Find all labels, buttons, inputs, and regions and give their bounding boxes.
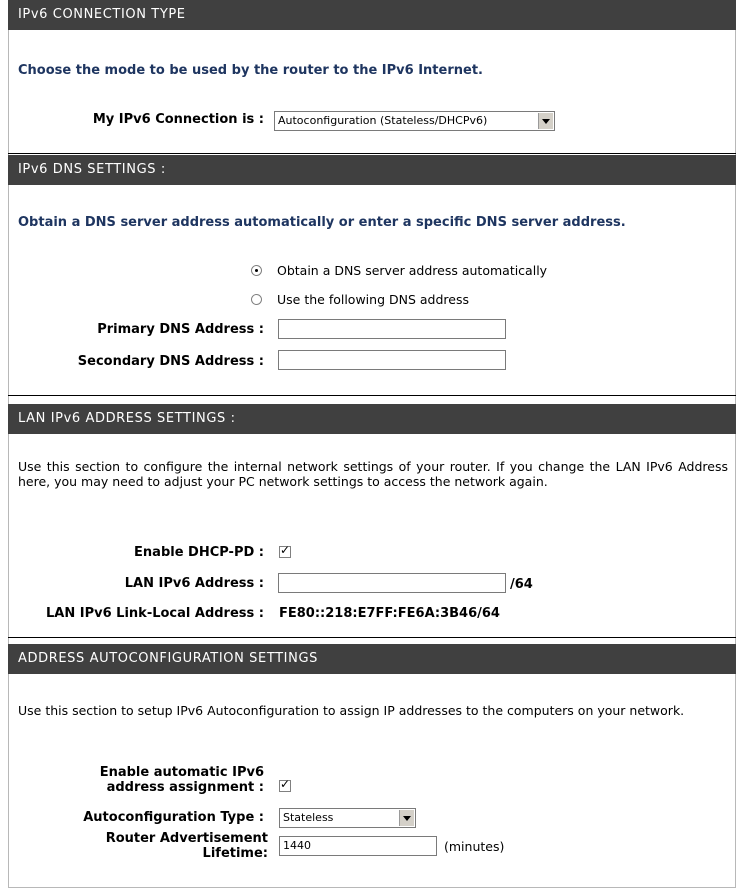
radio-dns-auto[interactable]	[251, 265, 262, 276]
link-local-value: FE80::218:E7FF:FE6A:3B46/64	[279, 606, 500, 621]
dhcp-pd-checkbox[interactable]	[279, 546, 291, 558]
section-header-connection-type: IPv6 CONNECTION TYPE	[8, 0, 736, 30]
dhcp-pd-label: Enable DHCP-PD :	[134, 545, 264, 560]
connection-type-intro: Choose the mode to be used by the router to the IPv6 Internet.	[18, 63, 483, 78]
connection-type-select[interactable]	[274, 111, 555, 131]
chevron-down-icon[interactable]	[399, 810, 414, 826]
divider	[8, 637, 736, 638]
divider	[8, 395, 736, 396]
autoconf-type-label: Autoconfiguration Type :	[83, 810, 264, 825]
ra-lifetime-label-line2: Lifetime:	[202, 846, 268, 861]
enable-autoassign-checkbox[interactable]	[279, 780, 291, 792]
dns-intro: Obtain a DNS server address automatically or enter a specific DNS server address.	[18, 215, 626, 230]
secondary-dns-input[interactable]	[278, 350, 506, 370]
lan-ipv6-address-input[interactable]	[278, 573, 506, 593]
connection-type-label: My IPv6 Connection is :	[92, 112, 264, 127]
autoconf-intro: Use this section to setup IPv6 Autoconfiguration to assign IP addresses to the computers on your network.	[18, 703, 685, 718]
lan-ipv6-prefix: /64	[510, 577, 533, 592]
enable-autoassign-label-line1: Enable automatic IPv6	[99, 765, 264, 780]
primary-dns-label: Primary DNS Address :	[97, 322, 264, 337]
radio-dns-manual[interactable]	[251, 294, 262, 305]
lan-intro: Use this section to configure the internal network settings of your router. If you change the LAN IPv6 Address here, you may need to adjust your PC network settings to access the network again.	[18, 459, 728, 489]
ra-lifetime-input[interactable]: 1440	[279, 836, 437, 856]
divider	[8, 153, 736, 154]
connection-type-value: Autoconfiguration (Stateless/DHCPv6)	[278, 114, 488, 127]
autoconf-type-value: Stateless	[283, 811, 334, 824]
secondary-dns-label: Secondary DNS Address :	[77, 354, 264, 369]
settings-panel	[8, 0, 736, 888]
section-header-autoconf: ADDRESS AUTOCONFIGURATION SETTINGS	[8, 644, 736, 674]
lan-ipv6-address-label: LAN IPv6 Address :	[124, 576, 264, 591]
ra-lifetime-label-line1: Router Advertisement	[105, 831, 268, 846]
autoconf-type-select[interactable]	[279, 808, 416, 828]
primary-dns-input[interactable]	[278, 319, 506, 339]
enable-autoassign-label	[20, 765, 264, 795]
section-header-lan: LAN IPv6 ADDRESS SETTINGS :	[8, 404, 736, 434]
chevron-down-icon[interactable]	[538, 113, 553, 129]
section-header-dns: IPv6 DNS SETTINGS :	[8, 155, 736, 185]
enable-autoassign-label-line2: address assignment :	[106, 780, 264, 795]
radio-dns-auto-label: Obtain a DNS server address automatically	[277, 263, 548, 278]
ra-lifetime-unit: (minutes)	[444, 839, 505, 854]
ra-lifetime-label	[20, 831, 268, 861]
link-local-label: LAN IPv6 Link-Local Address :	[46, 606, 264, 621]
radio-dns-manual-label: Use the following DNS address	[277, 292, 469, 307]
